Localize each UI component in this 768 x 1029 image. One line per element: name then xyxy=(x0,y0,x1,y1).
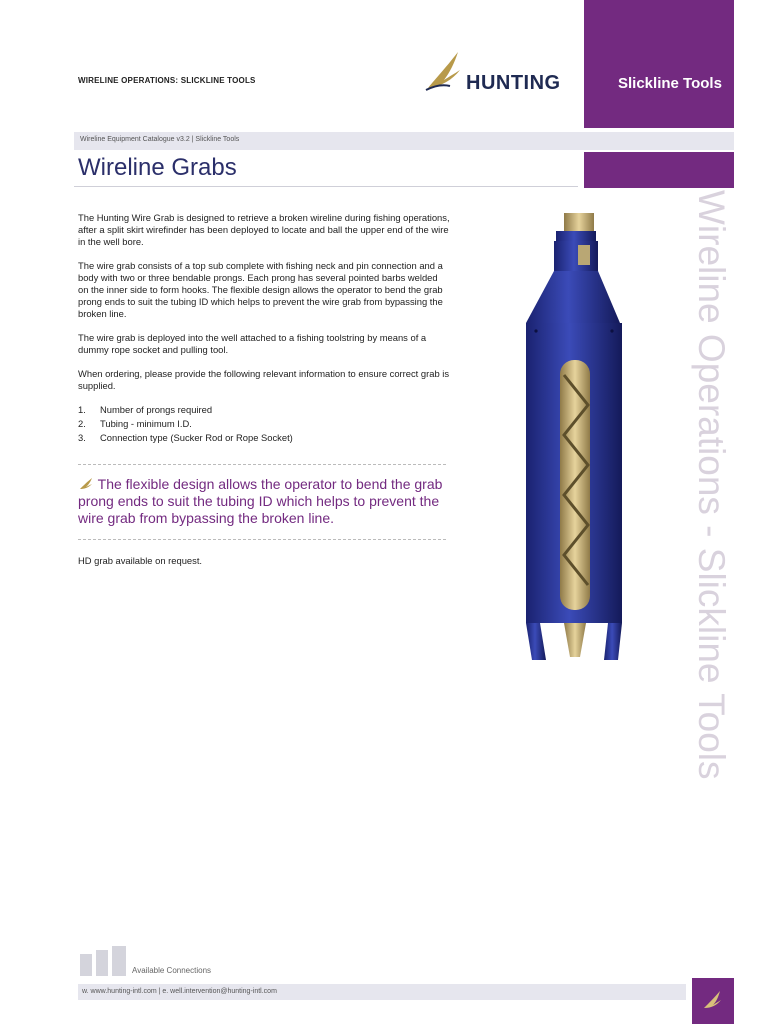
list-number: 3. xyxy=(78,432,86,443)
available-connections-icons xyxy=(78,942,130,978)
list-text: Number of prongs required xyxy=(100,404,213,415)
body-text xyxy=(78,212,450,446)
list-number: 2. xyxy=(78,418,86,429)
footer-contact: w. www.hunting-intl.com | e. well.intervention@hunting-intl.com xyxy=(82,988,277,995)
list-item xyxy=(78,432,450,444)
paragraph: The Hunting Wire Grab is designed to retrieve a broken wireline during fishing operations, after a split skirt wirefinder has been deployed to locate and ball the upper end of the wire in the well bore. xyxy=(78,212,450,247)
list-text: Tubing - minimum I.D. xyxy=(100,418,192,429)
hunting-logo xyxy=(424,48,574,94)
bird-icon xyxy=(692,978,734,1024)
bird-logo-icon xyxy=(424,48,466,94)
callout xyxy=(78,476,446,527)
bird-icon xyxy=(78,477,94,490)
paragraph: When ordering, please provide the following relevant information to ensure correct grab is supplied. xyxy=(78,368,450,391)
callout-box xyxy=(78,464,446,540)
ordering-list xyxy=(78,404,450,444)
title-accent-block xyxy=(584,152,734,188)
side-title xyxy=(680,190,740,780)
footer-contact-bar xyxy=(78,984,686,1000)
breadcrumb-text: Wireline Equipment Catalogue v3.2 | Slickline Tools xyxy=(80,136,240,143)
wire-grab-illustration xyxy=(500,205,640,670)
breadcrumb xyxy=(74,132,734,150)
callout-text: The flexible design allows the operator to bend the grab prong ends to suit the tubing ID which helps to prevent the wire grab from bypassing the broken line. xyxy=(78,476,443,526)
logo-text: HUNTING xyxy=(466,72,561,94)
paragraph: The wire grab is deployed into the well attached to a fishing toolstring by means of a dummy rope socket and pulling tool. xyxy=(78,332,427,355)
side-title-text: Wireline Operations - Slickline Tools xyxy=(691,190,732,780)
list-text: Connection type (Sucker Rod or Rope Socket) xyxy=(100,432,293,443)
section-tab xyxy=(584,0,734,128)
section-tab-label: Slickline Tools xyxy=(618,75,722,92)
footer-logo-tab xyxy=(692,978,734,1024)
list-item xyxy=(78,418,450,430)
list-number: 1. xyxy=(78,404,86,415)
page-title: Wireline Grabs xyxy=(78,154,237,181)
hd-note: HD grab available on request. xyxy=(78,555,203,566)
title-divider xyxy=(74,186,578,187)
section-label: WIRELINE OPERATIONS: SLICKLINE TOOLS xyxy=(78,76,256,85)
list-item xyxy=(78,404,450,416)
available-connections-label: Available Connections xyxy=(132,966,212,975)
paragraph: The wire grab consists of a top sub complete with fishing neck and pin connection and a body with two or three bendable prongs. Each prong has several pointed barbs welded on the inner side to form hooks. The flexible design allows the operator to bend the grab prong ends to suit the tubing ID which helps to prevent the wire grab from bypassing the broken line. xyxy=(78,260,443,319)
